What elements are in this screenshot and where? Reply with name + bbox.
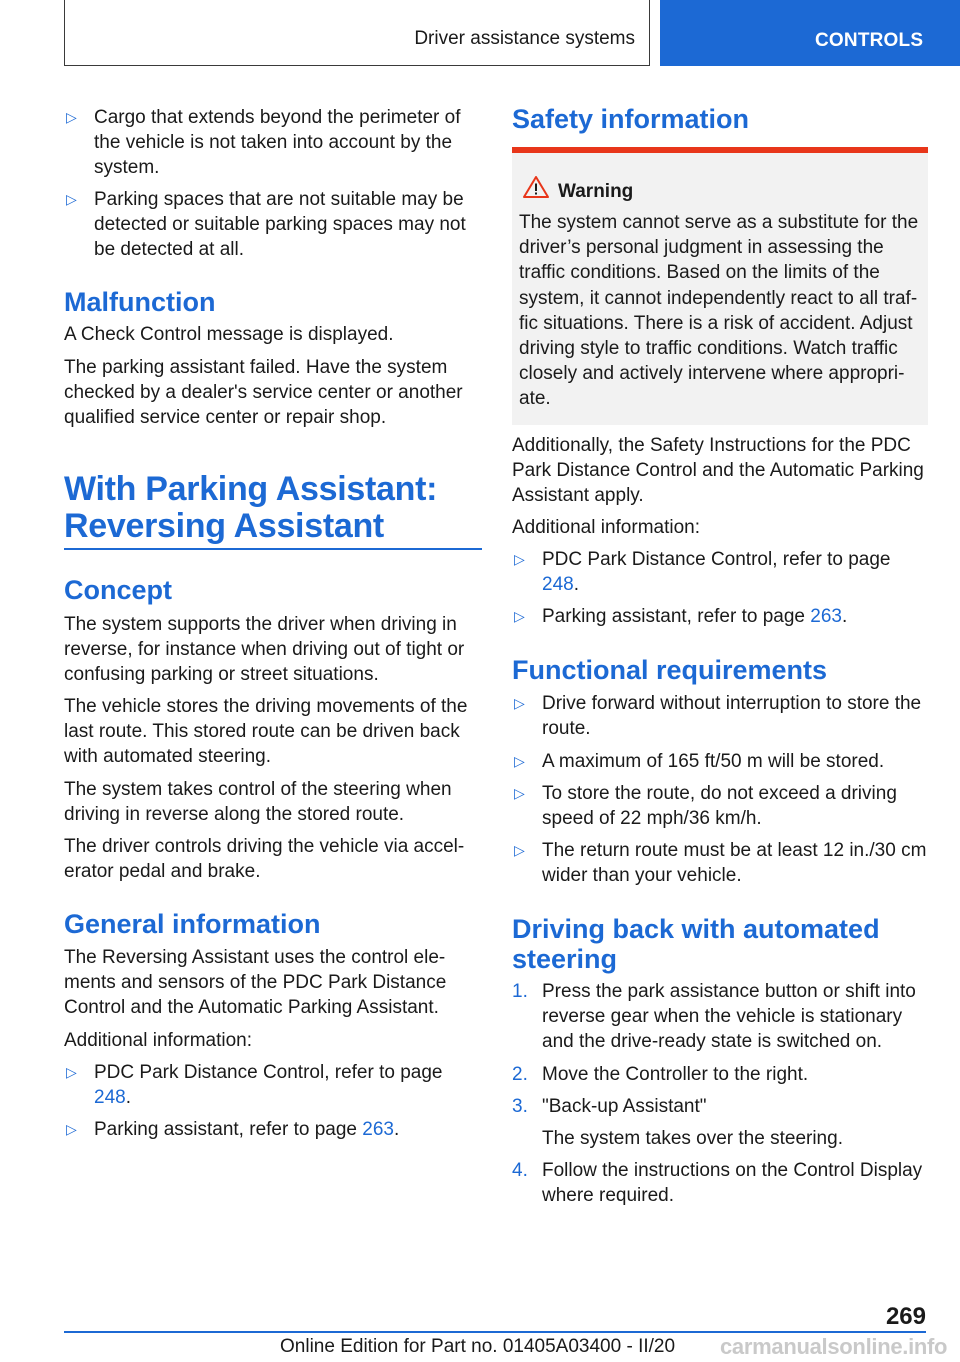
paragraph: Additional information: (64, 1030, 252, 1051)
step-number: 2. (512, 1064, 528, 1085)
list-item: ▷ The return route must be at least 12 in./30 cm wider than your vehicle. (514, 840, 927, 887)
page-link-248[interactable]: 248 (542, 574, 574, 596)
page-link-263[interactable]: 263 (810, 606, 842, 627)
watermark: carmanualsonline.info (720, 1334, 948, 1359)
paragraph: A Check Control message is displayed. (64, 324, 394, 345)
paragraph: The Reversing Assistant uses the control ele‐ments and sensors of the PDC Park Distance Control and the Automatic Parking Assistant. (64, 947, 447, 1019)
footer-divider (64, 1331, 926, 1333)
heading-concept: Concept (64, 575, 172, 605)
list-item: ▷ A maximum of 165 ft/50 m will be stored. (512, 749, 928, 774)
triangle-bullet-icon: ▷ (66, 109, 77, 125)
warning-text: The system cannot serve as a substitute for the driver’s personal judgment in assessing the traffic conditions. Based on the limits of the system, it cannot independently react to all traf‐fic situations. There is a risk of accident. Adjust driving style to traffic conditions. Watch traffic closely and actively intervene where appropri‐ate. (519, 212, 919, 410)
warning-box (512, 147, 928, 425)
heading-functional-requirements: Functional requirements (512, 655, 828, 685)
header-section-box (64, 0, 650, 66)
numbered-step: 2. Move the Controller to the right. (512, 1062, 928, 1087)
paragraph: Additional information: (512, 517, 700, 538)
paragraph: The driver controls driving the vehicle via accel‐erator pedal and brake. (64, 836, 465, 883)
step-substep: The system takes over the steering. (542, 1128, 843, 1149)
heading-driving-back: Driving back with automated steering (512, 914, 880, 974)
heading-safety-information: Safety information (512, 104, 750, 134)
step-number: 1. (512, 981, 528, 1002)
triangle-bullet-icon: ▷ (66, 191, 77, 207)
header-tab-label: CONTROLS (815, 30, 924, 51)
warning-triangle-icon (522, 175, 550, 199)
paragraph: The system supports the driver when driving in reverse, for instance when driving out of tight or confusing parking or street situations. (64, 614, 465, 686)
list-item: ▷ PDC Park Distance Control, refer to page 248. (66, 1062, 443, 1109)
step-number: 3. (512, 1096, 528, 1117)
list-item: ▷ Drive forward without interruption to store the route. (514, 693, 922, 740)
step-number: 4. (512, 1160, 528, 1181)
numbered-step: 3. "Back-up Assistant" (512, 1094, 928, 1119)
chapter-title: With Parking Assistant: Reversing Assistant (64, 470, 438, 545)
list-item: ▷ PDC Park Distance Control, refer to page 248. (514, 549, 891, 596)
header-section-title: Driver assistance systems (414, 28, 635, 49)
page-link-248[interactable]: 248 (94, 1087, 126, 1109)
page-number: 269 (885, 1303, 926, 1330)
warning-title: Warning (558, 181, 634, 202)
triangle-bullet-icon: ▷ (514, 551, 525, 567)
triangle-bullet-icon: ▷ (514, 608, 525, 624)
triangle-bullet-icon: ▷ (514, 695, 525, 711)
paragraph: The system takes control of the steering when driving in reverse along the stored route. (64, 779, 452, 826)
list-item: ▷ Parking assistant, refer to page 263. (512, 604, 928, 629)
list-item: ▷ Cargo that extends beyond the perimeter of the vehicle is not taken into account by the system. (66, 107, 461, 179)
page-link-263[interactable]: 263 (362, 1119, 394, 1140)
header-tab (660, 0, 960, 66)
triangle-bullet-icon: ▷ (514, 785, 525, 801)
paragraph: The parking assistant failed. Have the system checked by a dealer's service center or another qualified service center or repair shop. (64, 357, 463, 429)
triangle-bullet-icon: ▷ (514, 753, 525, 769)
list-item: ▷ Parking assistant, refer to page 263. (64, 1117, 482, 1142)
paragraph: The vehicle stores the driving movements of the last route. This stored route can be driven back with automated steering. (64, 696, 468, 768)
triangle-bullet-icon: ▷ (514, 842, 525, 858)
footer-edition: Online Edition for Part no. 01405A03400 - II/20 (280, 1336, 676, 1357)
paragraph: Additionally, the Safety Instructions for the PDC Park Distance Control and the Automatic Parking Assistant apply. (512, 435, 924, 507)
list-item: ▷ To store the route, do not exceed a driving speed of 22 mph/36 km/h. (514, 783, 897, 830)
numbered-step: 4. Follow the instructions on the Control Display where required. (512, 1160, 923, 1207)
heading-general-information: General information (64, 909, 321, 939)
triangle-bullet-icon: ▷ (66, 1121, 77, 1137)
triangle-bullet-icon: ▷ (66, 1064, 77, 1080)
numbered-step: 1. Press the park assistance button or shift into reverse gear when the vehicle is stationary and the drive-ready state is switched on. (512, 981, 916, 1053)
chapter-divider (64, 548, 482, 550)
list-item: ▷ Parking spaces that are not suitable may be detected or suitable parking spaces may not be detected at all. (66, 189, 466, 261)
heading-malfunction: Malfunction (64, 287, 216, 317)
